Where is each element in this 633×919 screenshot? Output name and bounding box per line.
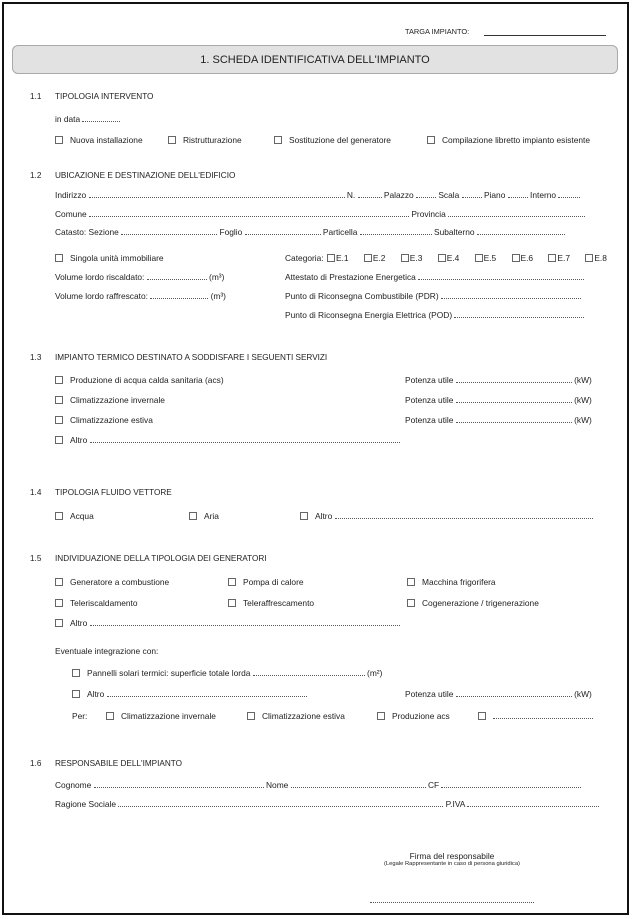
gen-macchina-frigorifera[interactable]: Macchina frigorifera [407,577,496,588]
checkbox[interactable] [512,254,520,262]
service-acs[interactable]: Produzione di acqua calda sanitaria (acs) [55,375,224,386]
checkbox[interactable] [438,254,446,262]
section-title: UBICAZIONE E DESTINAZIONE DELL'EDIFICIO [55,171,236,180]
ragione-sociale-row[interactable]: Ragione Sociale P.IVA [55,799,599,810]
gen-pompa-calore[interactable]: Pompa di calore [228,577,304,588]
checkbox[interactable] [189,512,197,520]
signature-sublabel: (Legale Rappresentante in caso di persona giuridica) [384,861,520,867]
service-invernale[interactable]: Climatizzazione invernale [55,395,165,406]
checkbox[interactable] [475,254,483,262]
checkbox[interactable] [55,599,63,607]
section-title: IMPIANTO TERMICO DESTINATO A SODDISFARE I SEGUENTI SERVIZI [55,353,328,362]
checkbox[interactable] [377,712,385,720]
gen-teleraffrescamento[interactable]: Teleraffrescamento [228,598,314,609]
checkbox[interactable] [427,136,435,144]
option-ristrutturazione[interactable]: Ristrutturazione [168,135,242,146]
section-number: 1.2 [30,171,42,180]
option-sostituzione[interactable]: Sostituzione del generatore [274,135,391,146]
eventuale-integrazione-label: Eventuale integrazione con: [55,646,159,656]
option-nuova-installazione[interactable]: Nuova installazione [55,135,143,146]
checkbox[interactable] [106,712,114,720]
categoria-row[interactable]: Categoria: E.1 E.2 E.3 E.4 E.5 E.6 E.7 E.8 [285,253,607,263]
checkbox[interactable] [55,436,63,444]
comune-row[interactable]: Comune Provincia [55,209,585,220]
in-data-field[interactable]: in data [55,114,120,125]
per-altro[interactable] [478,711,593,722]
checkbox[interactable] [55,512,63,520]
responsabile-row[interactable]: Cognome Nome CF [55,780,581,791]
checkbox[interactable] [55,578,63,586]
service-altro[interactable]: Altro [55,435,400,446]
potenza-acs[interactable]: Potenza utile (kW) [405,375,592,385]
checkbox[interactable] [228,578,236,586]
section-title: TIPOLOGIA INTERVENTO [55,92,154,101]
checkbox[interactable] [55,254,63,262]
catasto-row[interactable]: Catasto: Sezione Foglio Particella Subalterno [55,227,565,238]
fluido-acqua[interactable]: Acqua [55,511,94,522]
section-number: 1.5 [30,554,42,563]
section-number: 1.6 [30,759,42,768]
checkbox[interactable] [168,136,176,144]
potenza-estiva[interactable]: Potenza utile (kW) [405,415,592,425]
section-title: INDIVIDUAZIONE DELLA TIPOLOGIA DEI GENERATORI [55,554,267,563]
checkbox[interactable] [478,712,486,720]
integrazione-potenza[interactable]: Potenza utile (kW) [405,689,592,699]
section-number: 1.3 [30,353,42,362]
checkbox[interactable] [247,712,255,720]
section-number: 1.1 [30,92,42,101]
checkbox[interactable] [407,599,415,607]
fluido-aria[interactable]: Aria [189,511,219,522]
checkbox[interactable] [72,690,80,698]
volume-raffrescato[interactable]: Volume lordo raffrescato: (m³) [55,291,226,301]
gen-cogenerazione[interactable]: Cogenerazione / trigenerazione [407,598,539,609]
checkbox[interactable] [364,254,372,262]
signature-line[interactable] [370,902,534,903]
checkbox[interactable] [548,254,556,262]
checkbox[interactable] [55,416,63,424]
service-estiva[interactable]: Climatizzazione estiva [55,415,153,426]
section-title: RESPONSABILE DELL'IMPIANTO [55,759,182,768]
section-title: TIPOLOGIA FLUIDO VETTORE [55,488,172,497]
per-estiva[interactable]: Climatizzazione estiva [247,711,345,722]
checkbox[interactable] [55,136,63,144]
checkbox[interactable] [401,254,409,262]
gen-altro[interactable]: Altro [55,618,400,629]
per-label: Per: [72,711,88,721]
checkbox[interactable] [585,254,593,262]
potenza-invernale[interactable]: Potenza utile (kW) [405,395,592,405]
checkbox[interactable] [327,254,335,262]
section-number: 1.4 [30,488,42,497]
singola-unita[interactable]: Singola unità immobiliare [55,253,164,264]
checkbox[interactable] [55,619,63,627]
checkbox[interactable] [274,136,282,144]
page-title: 1. SCHEDA IDENTIFICATIVA DELL'IMPIANTO [12,45,618,74]
pod-field[interactable]: Punto di Riconsegna Energia Elettrica (POD) [285,310,584,321]
checkbox[interactable] [72,669,80,677]
checkbox[interactable] [55,396,63,404]
targa-impianto-field[interactable] [484,35,606,36]
pannelli-solari[interactable]: Pannelli solari termici: superficie totale lorda (m²) [72,668,382,679]
targa-impianto-label: TARGA IMPIANTO: [405,27,470,36]
checkbox[interactable] [228,599,236,607]
checkbox[interactable] [407,578,415,586]
signature-label: Firma del responsabile [409,851,495,861]
fluido-altro[interactable]: Altro [300,511,593,522]
per-acs[interactable]: Produzione acs [377,711,450,722]
gen-teleriscaldamento[interactable]: Teleriscaldamento [55,598,138,609]
per-invernale[interactable]: Climatizzazione invernale [106,711,216,722]
integrazione-altro[interactable]: Altro [72,689,307,700]
checkbox[interactable] [55,376,63,384]
indirizzo-row[interactable]: Indirizzo N. Palazzo Scala Piano Interno [55,190,580,201]
checkbox[interactable] [300,512,308,520]
ape-field[interactable]: Attestato di Prestazione Energetica [285,272,584,283]
gen-combustione[interactable]: Generatore a combustione [55,577,169,588]
option-compilazione-libretto[interactable]: Compilazione libretto impianto esistente [427,135,590,146]
volume-riscaldato[interactable]: Volume lordo riscaldato: (m³) [55,272,225,282]
pdr-field[interactable]: Punto di Riconsegna Combustibile (PDR) [285,291,581,302]
